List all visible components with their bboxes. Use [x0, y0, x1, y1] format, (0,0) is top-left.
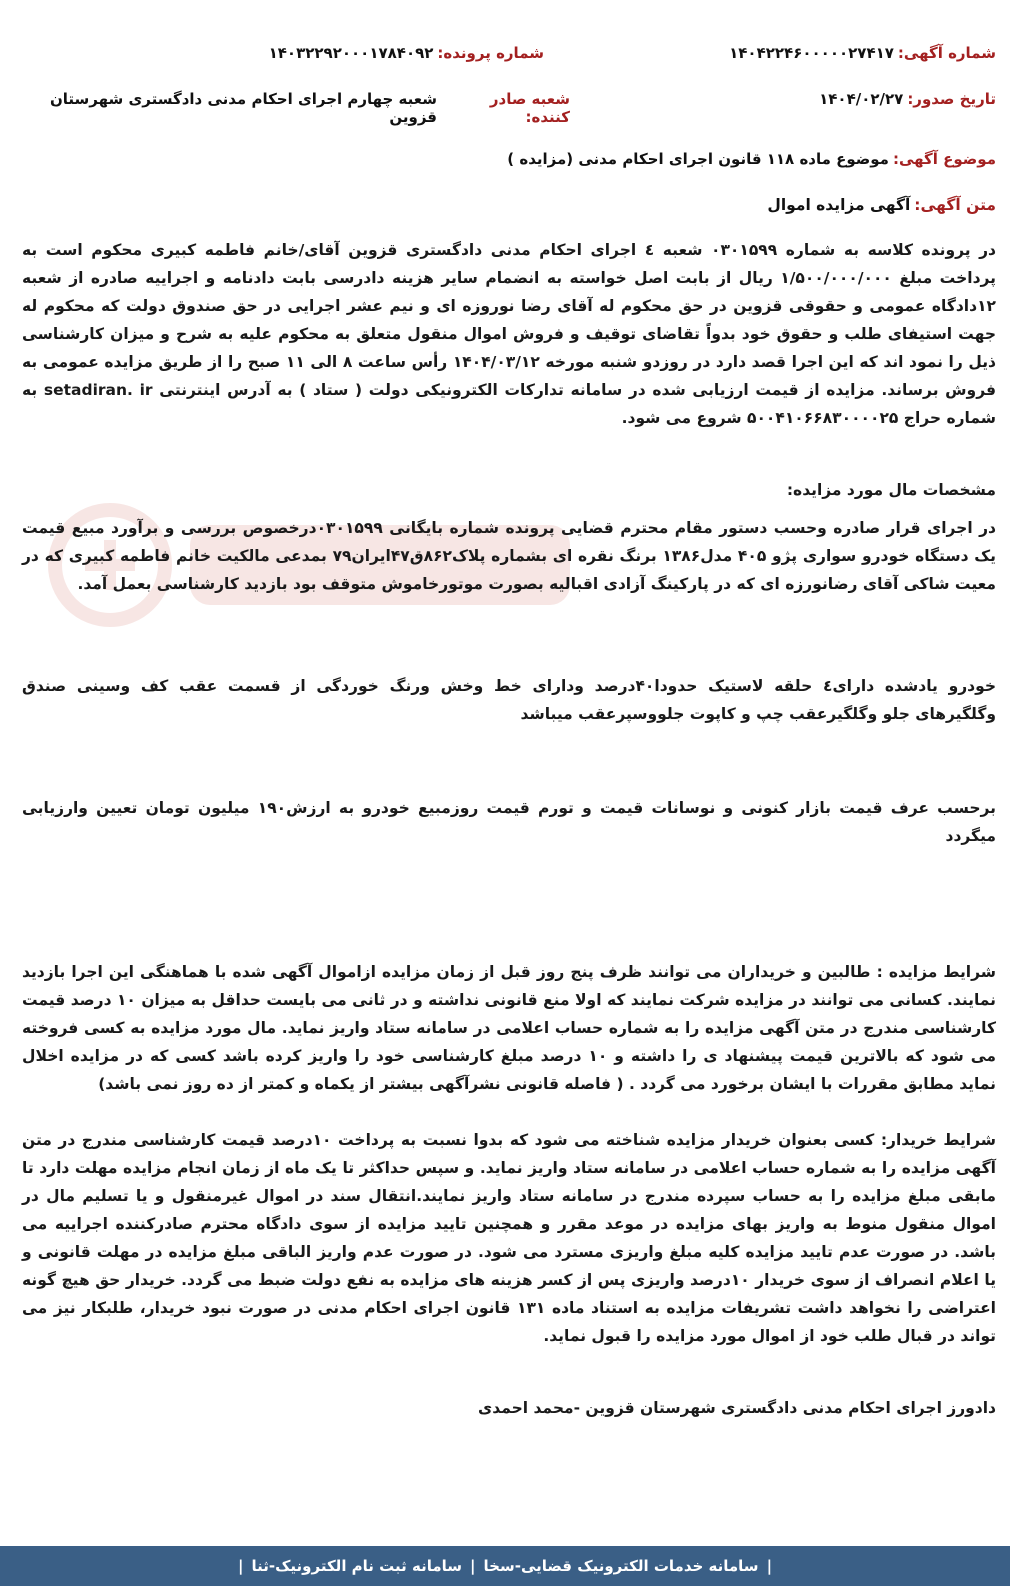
- footer-link-sakha[interactable]: سامانه خدمات الکترونیک قضایی-سخا: [483, 1557, 759, 1575]
- notice-number-value: ۱۴۰۴۲۲۴۶۰۰۰۰۰۲۷۴۱۷: [729, 44, 894, 62]
- notice-subject-value: موضوع ماده ۱۱۸ قانون اجرای احکام مدنی (مزایده ): [507, 150, 889, 168]
- issuing-branch-label: شعبه صادر کننده:: [489, 90, 570, 126]
- notice-subject-label: موضوع آگهی:: [892, 150, 996, 168]
- issue-date: [819, 90, 996, 108]
- paragraph-condition: خودرو یادشده دارای٤ حلقه لاستیک حدودا۴۰درصد ودارای خط وخش ورنگ خوردگی از قسمت عقب کف وسینی صندق وگلگیرهای جلو وگلگیرعقب چپ و کاپوت جلووسپرعقب میباشد: [22, 677, 997, 723]
- footer-separator: |: [237, 1557, 244, 1575]
- notice-number-label: شماره آگهی:: [897, 44, 996, 62]
- footer-separator: |: [470, 1557, 476, 1575]
- footer-link-sana[interactable]: سامانه ثبت نام الکترونیک-ثنا: [251, 1557, 463, 1575]
- issuing-branch-value: شعبه چهارم اجرای احکام مدنی دادگستری شهرستان قزوین: [50, 90, 437, 126]
- paragraph-auction-terms: شرایط مزایده : طالبین و خریداران می توانند ظرف پنج روز قبل از زمان مزایده ازاموال آگهی شده با هماهنگی این اجرا بازدید نمایند. کسانی می توانند در مزایده شرکت نمایند که اولا منع قانونی نداشته و در ثانی می بایست حداقل به میزان ۱۰ درصد قیمت کارشناسی مندرج در متن آگهی مزایده را به شماره حساب اعلامی در سامانه ستاد واریز نماید. مال مورد مزایده به کسی فروخته می شود که بالاترین قیمت پیشنهاد ی را داشته و ۱۰ درصد مبلغ کارشناسی خود را واریز کرده باشد کسی که در مزایده اخلال نماید مطابق مقررات با ایشان برخورد می گردد . ( فاصله قانونی نشرآگهی بیشتر از یکماه و کمتر از ده روز نمی باشد): [22, 963, 996, 1093]
- paragraph-buyer-terms: شرایط خریدار: کسی بعنوان خریدار مزایده شناخته می شود که بدوا نسبت به پرداخت ۱۰درصد قیمت کارشناسی مندرج در متن آگهی مزایده را به شماره حساب اعلامی در سامانه ستاد واریز نماید. و سپس حداکثر تا یک ماه از زمان انجام مزایده مهلت دارد تا مابقی مبلغ مزایده را به حساب سپرده مندرج در سامانه ستاد واریز نمایند.انتقال سند در اموال غیرمنقول و یا تسلیم مال در اموال منقول منوط به واریز بهای مزایده در موعد مقرر و همچنین تایید مزایده از سوی دادگاه محترم صادرکننده اجراییه می باشد. در صورت عدم تایید مزایده کلیه مبلغ واریزی مسترد می شود. در صورت عدم واریز الباقی مبلغ مزایده در مهلت قانونی و یا اعلام انصراف از سوی خریدار ۱۰درصد واریزی پس از کسر هزینه های مزایده به نفع دولت ضبط می گردد. خریدار حق هیچ گونه اعتراضی را نخواهد داشت تشریفات مزایده به استناد ماده ۱۳۱ قانون اجرای احکام مدنی در صورت نبود خریدار، طلبکار نیز می تواند در قبال طلب خود از اموال مورد مزایده را قبول نماید.: [22, 1131, 997, 1345]
- file-number-value: ۱۴۰۳۲۲۹۲۰۰۰۱۷۸۴۰۹۲: [268, 44, 434, 62]
- notice-number: [729, 44, 996, 62]
- notice-text-title: آگهی مزایده اموال: [767, 196, 911, 214]
- issue-date-value: ۱۴۰۴/۰۲/۲۷: [819, 90, 904, 108]
- issue-date-label: تاریخ صدور:: [907, 90, 996, 108]
- notice-subject: [507, 150, 996, 168]
- paragraph-specs: در اجرای قرار صادره وحسب دستور مقام محترم قضایی پرونده شماره بایگانی ۰۳۰۱۵۹۹درخصوص بررسی و برآورد مبیع قیمت یک دستگاه خودرو سواری پژو ۴۰۵ مدل۱۳۸۶ برنگ نقره ای بشماره پلاک۸۶۲ق۴۷ایران۷۹ بمدعی مالکیت خانم فاطمه کبیری که در معیت شاکی آقای رضانورزه ای که در پارکینگ آزادی اقبالیه بصورت موتورخاموش متوقف بود بازدید کارشناسی بعمل آمد.: [22, 519, 996, 593]
- file-number: [269, 44, 544, 62]
- paragraph-valuation: برحسب عرف قیمت بازار کنونی و نوسانات قیمت و تورم قیمت روزمبیع خودرو به ارزش۱۹۰ میلیون تومان تعیین وارزیابی میگردد: [22, 799, 996, 845]
- paragraph-case: در پرونده کلاسه به شماره ۰۳۰۱۵۹۹ شعبه ٤ اجرای احکام مدنی دادگستری قزوین آقای/خانم فاطمه کبیری محکوم است به پرداخت مبلغ ۱/۵۰۰/۰۰۰/۰۰۰ ریال از بابت اصل خواسته به انضمام سایر هزینه دادرسی بابت دادنامه و اجراییه صادره از شعبه ۱۲دادگاه عمومی و حقوقی قزوین در حق محکوم له آقای رضا نوروزه ای و نیم عشر اجرایی در حق صندوق دولت که محکوم له جهت استیفای طلب و حقوق خود بدواً تقاضای توقیف و فروش اموال منقول متعلق به محکوم علیه به شرح و میزان کارشناسی ذیل را نمود اند که این اجرا قصد دارد در روزدو شنبه مورخه ۱۴۰۴/۰۳/۱۲ رأس ساعت ۸ الی ۱۱ صبح را از طریق مزایده عمومی به فروش برساند. مزایده از قیمت ارزیابی شده در سامانه تدارکات الکترونیکی دولت ( ستاد ) به آدرس اینترنتی setadiran. ir به شماره حراج ۵۰۰۴۱۰۶۶۸۳۰۰۰۰۲۵ شروع می شود.: [22, 241, 996, 427]
- specs-heading: مشخصات مال مورد مزایده:: [786, 481, 996, 499]
- signature: دادورز اجرای احکام مدنی دادگستری شهرستان قزوین -محمد احمدی: [478, 1399, 996, 1417]
- issuing-branch: [0, 90, 570, 126]
- notice-text-heading: [767, 196, 996, 214]
- file-number-label: شماره پرونده:: [437, 44, 544, 62]
- footer-bar: [0, 1546, 1010, 1586]
- notice-text-label: متن آگهی:: [914, 196, 996, 214]
- footer-separator: |: [766, 1557, 773, 1575]
